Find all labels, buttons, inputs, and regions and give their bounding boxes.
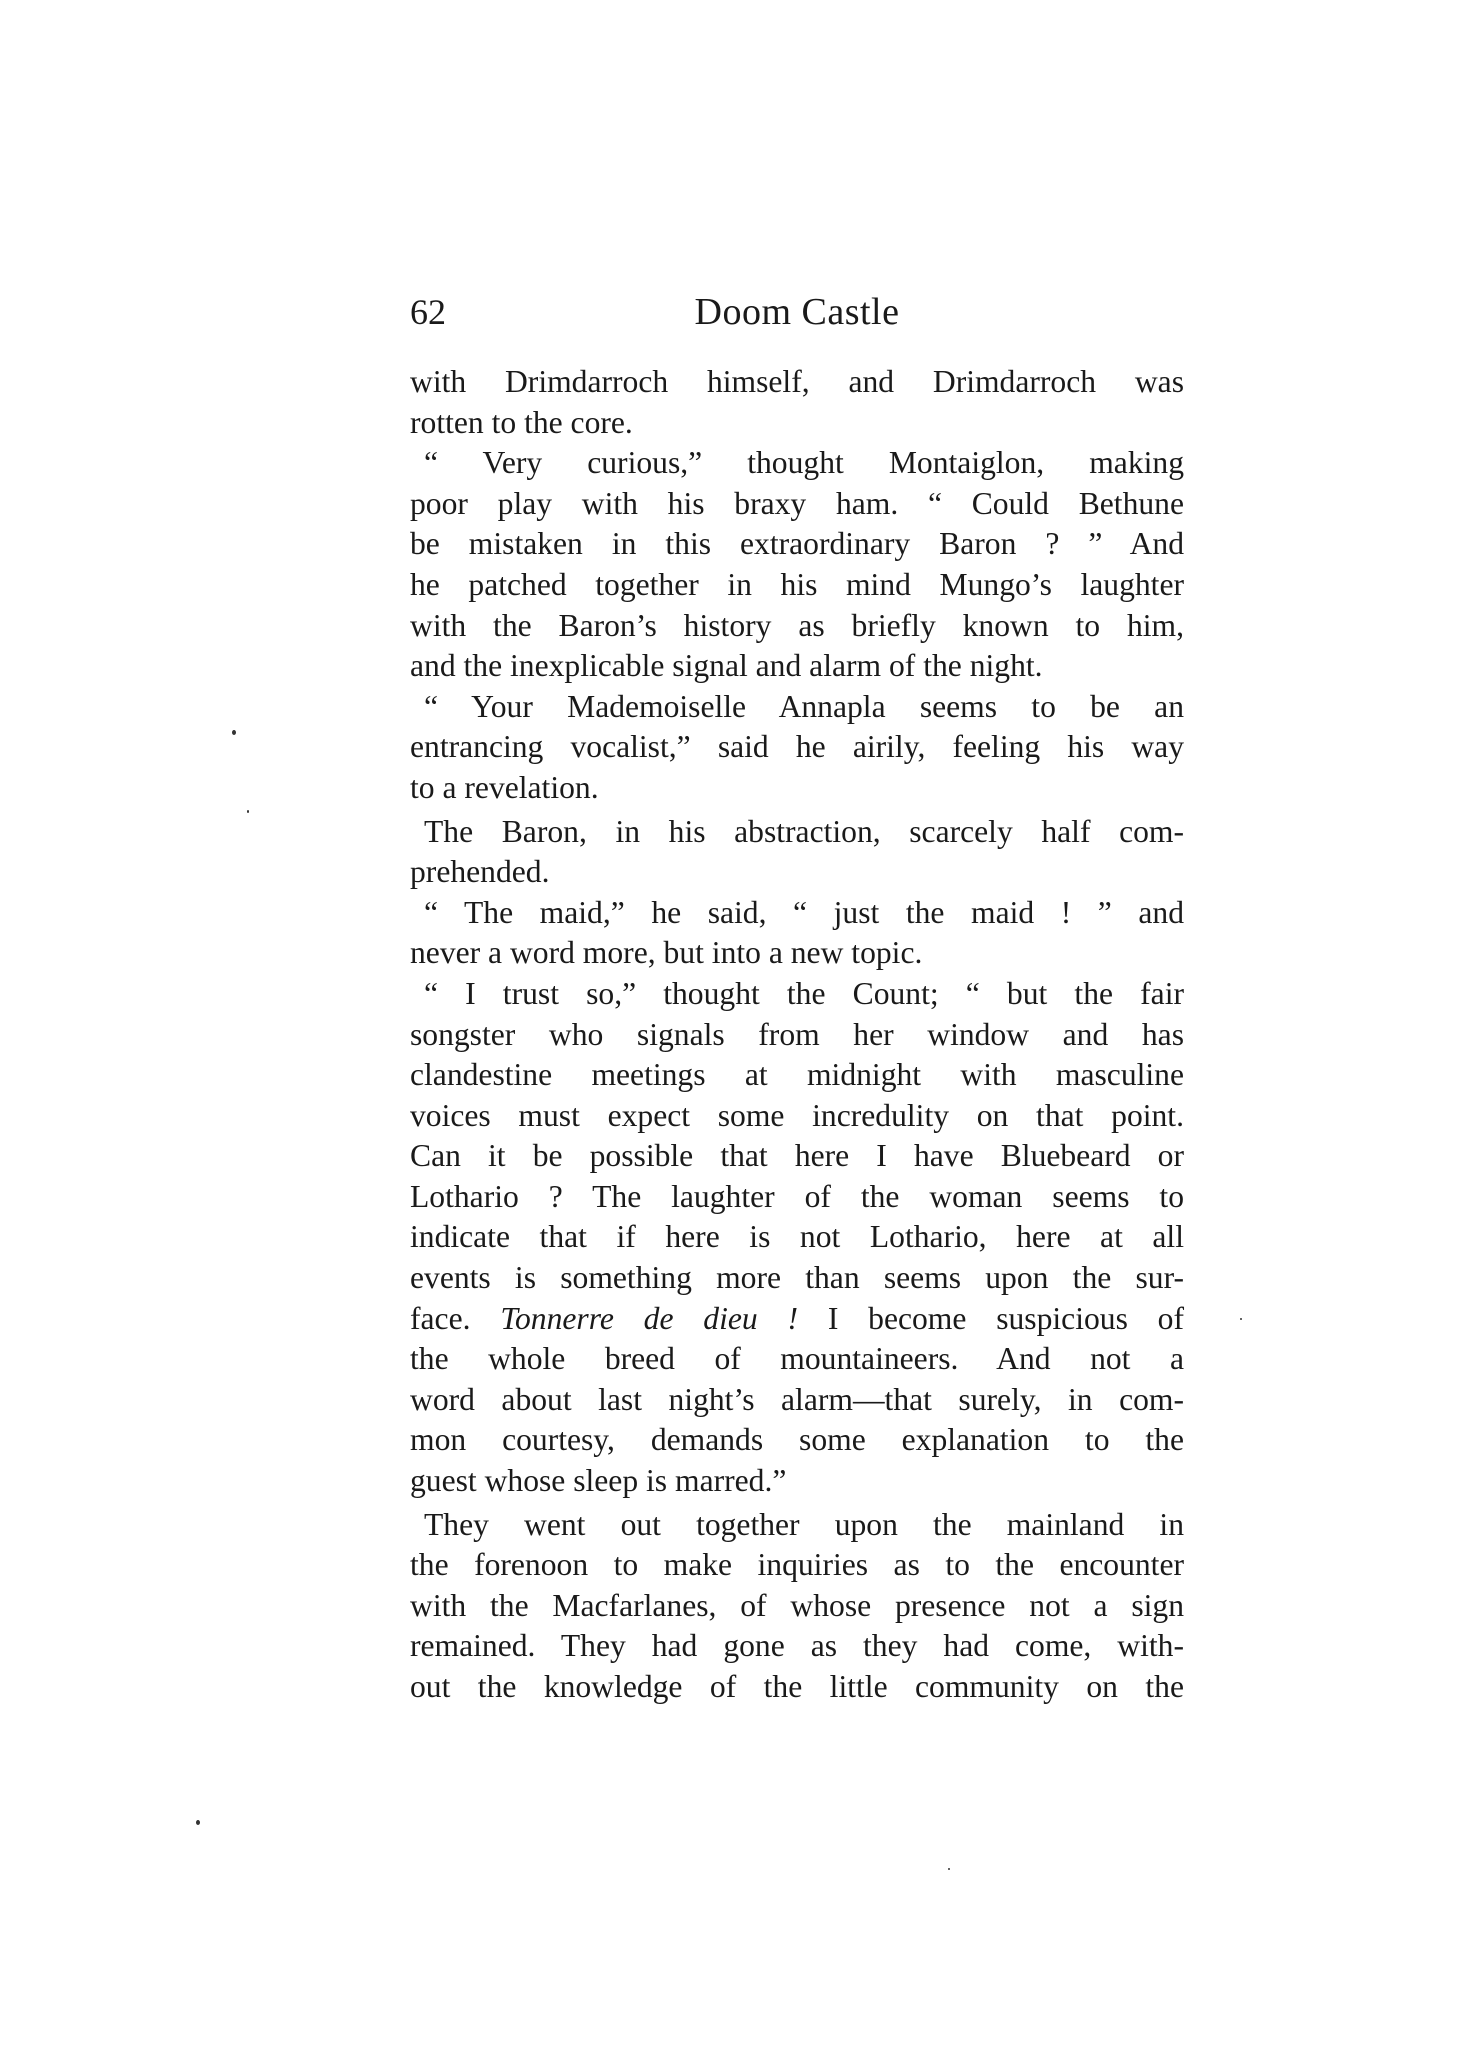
scan-speck [948, 1868, 950, 1870]
text-line: and the inexplicable signal and alarm of the night. [410, 648, 1043, 684]
text-line: remained. They had gone as they had come, with- [410, 1628, 1184, 1664]
text-line: songster who signals from her window and has [410, 1016, 1184, 1052]
text-line: They went out together upon the mainland in [424, 1506, 1184, 1542]
scan-speck [1240, 1318, 1242, 1320]
text-line: he patched together in his mind Mungo’s laughter [410, 566, 1184, 602]
text-line: the whole breed of mountaineers. And not a [410, 1341, 1184, 1377]
text-line: with the Macfarlanes, of whose presence not a sign [410, 1587, 1184, 1623]
text-line: Can it be possible that here I have Bluebeard or [410, 1138, 1184, 1174]
running-title: Doom Castle [694, 291, 900, 333]
text-segment: face. [410, 1300, 471, 1336]
text-line: poor play with his braxy ham. “ Could Bethune [410, 485, 1184, 521]
text-line: guest whose sleep is marred.” [410, 1463, 787, 1499]
body-text [410, 362, 1184, 1708]
text-line: “ Very curious,” thought Montaiglon, making [424, 445, 1184, 481]
text-line: Lothario ? The laughter of the woman seems to [410, 1178, 1184, 1214]
scan-speck [232, 730, 236, 735]
text-line: word about last night’s alarm—that surely, in com- [410, 1381, 1184, 1417]
text-line: events is something more than seems upon the sur- [410, 1260, 1184, 1296]
text-line: out the knowledge of the little community on the [410, 1669, 1184, 1704]
page-number: 62 [410, 292, 446, 332]
text-line: with the Baron’s history as briefly known to him, [410, 607, 1184, 643]
scan-speck [247, 810, 249, 813]
text-line: entrancing vocalist,” said he airily, feeling his way [410, 729, 1184, 765]
italic-phrase: Tonnerre de dieu ! [500, 1300, 799, 1336]
text-line: The Baron, in his abstraction, scarcely half com- [424, 813, 1184, 849]
text-line: mon courtesy, demands some explanation to the [410, 1422, 1184, 1458]
text-line: voices must expect some incredulity on that point. [410, 1097, 1184, 1133]
text-line: the forenoon to make inquiries as to the encounter [410, 1547, 1184, 1583]
text-line: to a revelation. [410, 769, 599, 805]
text-line: “ I trust so,” thought the Count; “ but the fair [424, 975, 1184, 1011]
text-line-with-italic [410, 1299, 1184, 1340]
text-line: be mistaken in this extraordinary Baron ? ” And [410, 526, 1184, 562]
scan-speck [196, 1820, 200, 1825]
text-line: prehended. [410, 854, 550, 890]
text-line: clandestine meetings at midnight with masculine [410, 1057, 1184, 1093]
text-line: “ Your Mademoiselle Annapla seems to be an [424, 688, 1184, 724]
text-line: never a word more, but into a new topic. [410, 935, 923, 971]
text-line: rotten to the core. [410, 404, 633, 440]
text-line: with Drimdarroch himself, and Drimdarroch was [410, 364, 1184, 399]
text-line: “ The maid,” he said, “ just the maid ! ” and [424, 894, 1184, 930]
page-header [410, 282, 1184, 342]
text-line: indicate that if here is not Lothario, here at all [410, 1219, 1184, 1255]
text-segment: I become suspicious of [827, 1300, 1184, 1336]
